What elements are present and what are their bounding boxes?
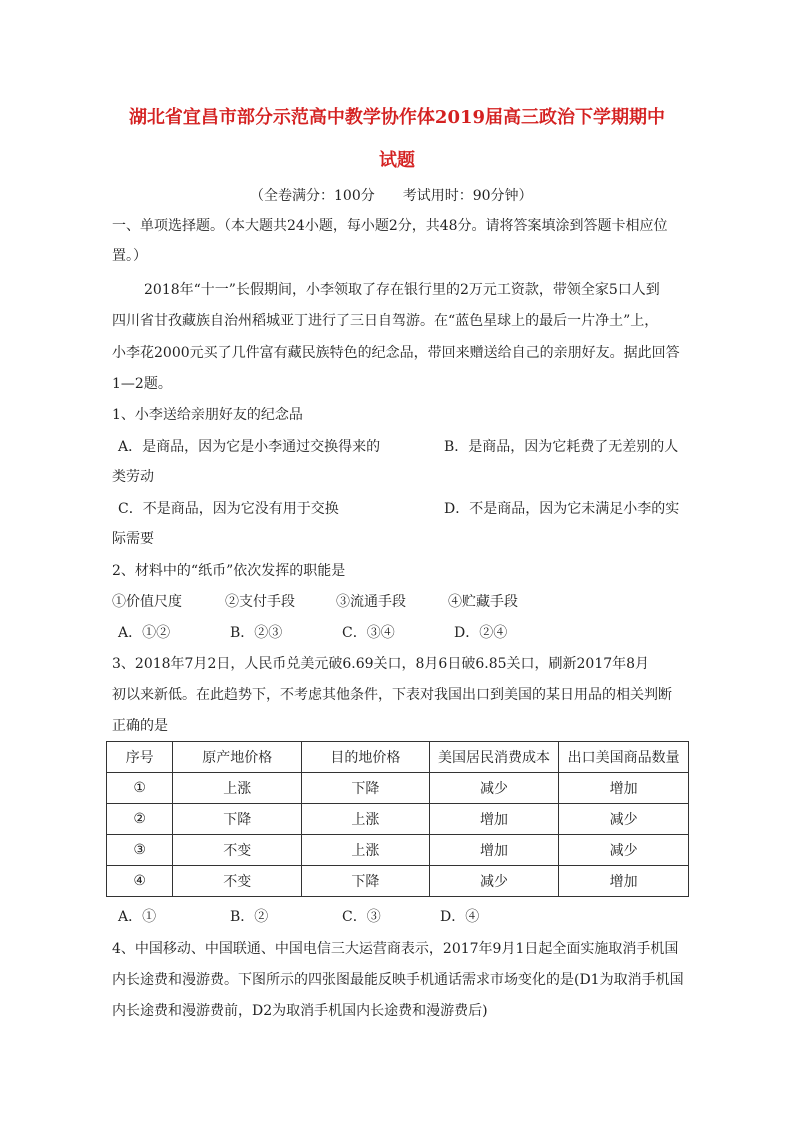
- table-header-cell: 出口美国商品数量: [559, 742, 689, 773]
- table-row: [107, 773, 689, 804]
- question-1-option-d: D．不是商品，因为它未满足小李的实: [444, 501, 680, 517]
- table-header-cell: 序号: [107, 742, 173, 773]
- question-3-stem: 初以来新低。在此趋势下，不考虑其他条件，下表对我国出口到美国的某日用品的相关判断: [112, 687, 672, 703]
- question-3-option: D．④: [440, 909, 480, 925]
- table-cell: 减少: [559, 804, 689, 835]
- exam-title-line1: 湖北省宜昌市部分示范高中教学协作体2019届高三政治下学期期中: [128, 107, 666, 128]
- table-cell: 减少: [559, 835, 689, 866]
- material-line: 小李花2000元买了几件富有藏民族特色的纪念品，带回来赠送给自己的亲朋好友。据此回答: [112, 345, 680, 361]
- question-1-option-b: B．是商品，因为它耗费了无差别的人: [444, 439, 679, 455]
- table-cell: 上涨: [302, 804, 430, 835]
- table-cell: 不变: [173, 866, 302, 897]
- material-line: 1—2题。: [112, 376, 172, 392]
- question-3-stem: 3、2018年7月2日，人民币兑美元破6.69关口，8月6日破6.85关口，刷新2017年8月: [112, 656, 650, 672]
- question-3-option: C．③: [342, 909, 381, 925]
- question-3-stem: 正确的是: [112, 718, 168, 734]
- table-cell: 上涨: [173, 773, 302, 804]
- question-2-item: ③流通手段: [336, 594, 406, 610]
- table-row: [107, 835, 689, 866]
- table-cell: ①: [107, 773, 173, 804]
- question-4-stem: 内长途费和漫游费前，D2为取消手机国内长途费和漫游费后): [112, 1003, 488, 1019]
- table-cell: 下降: [302, 866, 430, 897]
- table-cell: 减少: [429, 866, 559, 897]
- question-2-item: ④贮藏手段: [448, 594, 518, 610]
- material-line: 2018年“十一”长假期间，小李领取了存在银行里的2万元工资款，带领全家5口人到: [144, 282, 660, 298]
- table-cell: 下降: [173, 804, 302, 835]
- table-cell: 下降: [302, 773, 430, 804]
- question-2-option: A．①②: [118, 625, 171, 641]
- question-2-option: D．②④: [454, 625, 508, 641]
- question-3-table: [106, 741, 689, 897]
- section-heading-line2: 置。）: [112, 248, 147, 264]
- table-header-row: [107, 742, 689, 773]
- exam-title-line2: 试题: [379, 150, 415, 171]
- table-header-cell: 美国居民消费成本: [429, 742, 559, 773]
- table-cell: 增加: [429, 835, 559, 866]
- table-cell: 增加: [429, 804, 559, 835]
- material-line: 四川省甘孜藏族自治州稻城亚丁进行了三日自驾游。在“蓝色星球上的最后一片净土”上，: [112, 313, 659, 329]
- table-cell: 不变: [173, 835, 302, 866]
- question-1-option-a: A．是商品，因为它是小李通过交换得来的: [118, 439, 381, 455]
- table-row: [107, 804, 689, 835]
- table-cell: ②: [107, 804, 173, 835]
- question-2-option: C．③④: [342, 625, 395, 641]
- table-cell: 减少: [429, 773, 559, 804]
- table-cell: 增加: [559, 866, 689, 897]
- question-3-option: A．①: [118, 909, 157, 925]
- question-2-stem: 2、材料中的“纸币”依次发挥的职能是: [112, 563, 346, 579]
- table-cell: ④: [107, 866, 173, 897]
- table-header-cell: 目的地价格: [302, 742, 430, 773]
- exam-info: （全卷满分：100分 考试用时：90分钟）: [250, 188, 533, 204]
- table-header-cell: 原产地价格: [173, 742, 302, 773]
- table-cell: 上涨: [302, 835, 430, 866]
- question-4-stem: 4、中国移动、中国联通、中国电信三大运营商表示，2017年9月1日起全面实施取消手机国: [112, 941, 679, 957]
- question-1-option-c: C．不是商品，因为它没有用于交换: [118, 501, 339, 517]
- table-cell: ③: [107, 835, 173, 866]
- table-row: [107, 866, 689, 897]
- table-cell: 增加: [559, 773, 689, 804]
- question-2-item: ②支付手段: [225, 594, 295, 610]
- question-1-option-d-continued: 际需要: [112, 531, 154, 547]
- section-heading-line1: 一、单项选择题。（本大题共24小题，每小题2分，共48分。请将答案填涂到答题卡相应位: [112, 218, 668, 234]
- question-3-option: B．②: [230, 909, 269, 925]
- question-4-stem: 内长途费和漫游费。下图所示的四张图最能反映手机通话需求市场变化的是(D1为取消手机国: [112, 972, 684, 988]
- question-1-option-b-continued: 类劳动: [112, 469, 154, 485]
- question-1-stem: 1、小李送给亲朋好友的纪念品: [112, 407, 303, 423]
- question-2-option: B．②③: [230, 625, 283, 641]
- question-2-item: ①价值尺度: [112, 594, 182, 610]
